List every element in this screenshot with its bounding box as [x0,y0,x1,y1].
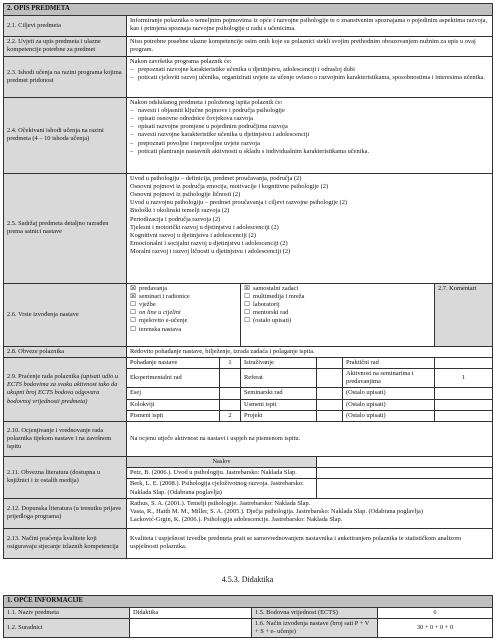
delivery-option-label: mentorski rad [253,309,289,317]
activity-cell: Pohađanje nastave [127,357,220,368]
ects-cell [317,388,343,399]
delivery-option-label: laboratorij [253,301,280,309]
program-outcomes-intro: Nakon završetka programa polaznik će: [130,57,232,65]
literature-item-empty [317,479,493,498]
course-name-label: 1.1. Naziv predmeta [4,607,130,618]
comments-label: 2.7. Komentari [435,283,493,346]
delivery-option [244,317,431,325]
quality-monitoring-label: 2.13. Načini praćenja kvalitete koji osiguravaju stjecanje izlaznih kompetencija [4,528,127,558]
content-item: Uvod u psihologiju – definicija, predmet proučavanja, područja (2) [130,174,302,182]
collaborators-value [130,618,252,637]
ects-cell [435,388,493,399]
delivery-option-label: on line u cijelini [139,309,181,317]
course-description-table [3,3,493,559]
checkbox-empty-icon: ☐ [130,317,136,325]
teaching-mode-value: 30 + 0 + 0 + 0 [378,618,493,637]
ects-value: 6 [378,607,493,618]
checkbox-checked-icon: ☒ [244,284,250,292]
course-outcome-item: – navesti razvojne karakteristike učenika u djetinjstvu i adolescenciji [130,131,489,139]
delivery-option-label: predavanja [139,284,168,292]
content-item: Kognitivni razvoj u djetinjstvu i adolescenciji (2) [130,232,257,239]
literature-item: Lacković-Grgin, K. (2006.). Psihologija adolescencije. Jastrebarsko: Naklada Slap. [130,516,343,524]
objectives-label: 2.1. Ciljevi predmeta [4,15,127,36]
checkbox-empty-icon: ☐ [244,317,250,325]
student-obligations-label: 2.8. Obveze polaznika [4,346,127,357]
general-info-table [3,595,493,638]
literature-item: Rathus, S. A. (2001.). Temelji psihologije. Jastrebarsko: Naklada Slap. [130,499,311,507]
delivery-option [244,293,431,301]
literature-item: Petz, B. (2006.). Uvod u psihologiju. Jastrebarsko: Naklada Slap. [127,468,317,479]
delivery-option-label: seminari i radionice [139,292,190,300]
supplementary-literature-label: 2.12. Dopunska literatura (u trenutku prijave prijedloga programa) [4,498,127,528]
delivery-option [130,309,237,317]
activity-cell: (Ostalo upisati) [343,388,435,399]
student-monitoring-title: 2.9. Praćenje rada polaznika [7,373,80,381]
content-item: Osnovni pojmovi iz područja emocija, motivacije i kognitivne psihologije (2) [130,182,329,190]
activity-cell: Seminarski rad [241,388,317,399]
student-monitoring-label [4,357,127,421]
course-outcomes-label: 2.4. Očekivani ishodi učenja na razini predmeta (4 – 10 ishoda učenja) [4,97,127,173]
ects-cell [317,369,343,388]
entry-requirements-text: Nisu potrebne posebne ulazne kompetencije osim onih koje su polaznici stekli svojim prethodnim obrazovanjem nužnim za upis u ovaj program. [127,36,493,56]
required-literature-label: 2.11. Obvezna literatura (dostupna u knjižnici i iz ostalih medija) [4,457,127,499]
activity-cell: Eksperimentalni rad [127,369,220,388]
content-item: Emocionalni i socijalni razvoj u djetinjstvu i adolescenciji (2) [130,240,288,248]
general-info-title: 1. OPĆE INFORMACIJE [4,596,493,608]
delivery-option-label: multimedija i mreža [253,292,305,300]
delivery-option [244,285,431,293]
activity-cell: Aktivnost na seminarima i predavanjima [343,369,435,388]
delivery-option [130,293,237,301]
student-monitoring-note: (upisati udio u ECTS bodovima za svaku aktivnost tako da ukupni broj ECTS bodova odgovara bodovnoj vrijednosti predmeta) [7,373,119,405]
activity-cell: Praktični rad [343,357,435,368]
delivery-option [130,326,237,334]
delivery-option [244,301,431,309]
program-outcome-item: – prepoznati razvojne karakteristike učenika u djetinjstvu, adolescenciji i odrasloj dobi [130,66,489,74]
checkbox-empty-icon: ☐ [130,325,136,333]
course-outcome-item: – prepoznati povoljne i nepovoljne uvjete razvoja [130,140,489,148]
section-heading: 4.5.3. Didaktika [221,575,274,584]
delivery-types-col1 [127,283,241,346]
ects-cell [435,357,493,368]
checkbox-checked-icon: ☒ [130,284,136,292]
activity-cell: (Ostalo upisati) [343,410,435,421]
content-item: Biološki i okolinski temelji razvoja (2) [130,207,230,215]
section-title: 2. OPIS PREDMETA [4,4,493,16]
delivery-types-label: 2.6. Vrste izvođenja nastave [4,283,127,346]
delivery-option [130,301,237,309]
teaching-mode-label: 1.6. Način izvođenja nastave (broj sati P + V + S + e- učenje) [252,618,378,637]
activity-cell: (Ostalo upisati) [343,399,435,410]
ects-cell [317,357,343,368]
delivery-option-label: (ostalo upisati) [253,317,292,325]
delivery-option-label: terenska nastava [139,325,182,333]
activity-cell: Projekt [241,410,317,421]
ects-cell [435,410,493,421]
delivery-types-col2 [241,283,435,346]
student-obligations-text: Redovito pohađanje nastave, bilježenje, izrada zadaća i polaganje ispita. [127,346,493,357]
assessment-text: Na ocjenu utječe aktivnost na nastavi i uspjeh na pismenom ispitu. [127,422,493,457]
checkbox-empty-icon: ☐ [130,309,136,317]
delivery-option [130,317,237,325]
activity-cell: Esej [127,388,220,399]
delivery-option [130,285,237,293]
program-outcomes-cell [127,56,493,97]
literature-item: Vasta, R., Haith M. M., Miller, S. A. (2005.). Dječja psihologija. Jastrebarsko: Naklada Slap. (Odabrana poglavlja) [130,507,423,515]
program-outcome-item: – poticati cjeloviti razvoj učenika, organizirati uvjete za učenje ovisno o razvojnim karakteristikama, sposobnostima i interesima učenika. [130,74,489,82]
checkbox-empty-icon: ☐ [130,301,136,309]
checkbox-empty-icon: ☐ [244,301,250,309]
content-item: Osnovni pojmovi iz psihologije ličnosti (2) [130,191,241,199]
section-2-wrapper [3,575,492,638]
ects-cell: 1 [435,369,493,388]
ects-cell [220,388,241,399]
activity-cell: Usmeni ispit [241,399,317,410]
ects-cell [220,399,241,410]
supplementary-literature-cell [127,498,493,528]
course-outcomes-cell [127,97,493,173]
course-outcome-item: – navesti i objasniti ključne pojmove i područja psihologije [130,107,489,115]
activity-cell: Pismeni ispit [127,410,220,421]
literature-item: Berk, L. E. (2008.). Psihologija cjeloživotnog razvoja. Jastrebarsko: Naklada Slap. (Odabrana poglavlja) [127,479,317,498]
quality-monitoring-text: Kvaliteta i uspješnost izvedbe predmeta prati se samovrednovanjem nastavnika i anketiranjem polaznika te statističkom analizom uspješnosti polaznika. [127,528,493,558]
content-item: Tjelesni i motorički razvoj u djetinjstvu i adolescenciji (2) [130,223,279,231]
literature-item-empty [317,468,493,479]
delivery-option-label: vježbe [139,301,156,309]
content-item: Uvod u razvojnu psihologiju – predmet proučavanja i ciljevi razvojne psihologije (2) [130,199,348,207]
course-outcome-item: – poticati planiranje nastavnih aktivnosti u skladu s individualnim karakteristikama učenika. [130,148,489,156]
checkbox-checked-icon: ☒ [130,292,136,300]
delivery-option [244,309,431,317]
objectives-text: Informiranje polaznika o temeljnim pojmovima iz opće i razvojne psihologije te o znanstvenim spoznajama o pojedinim aspektima razvoja, kao i primjena spoznaja razvojne psihologije u radu s učenicima. [127,15,493,36]
content-cell [127,173,493,283]
checkbox-empty-icon: ☐ [244,292,250,300]
course-outcome-item: – opisati razvojne promjene u pojedinim područjima razvoja [130,123,489,131]
course-outcome-item: – opisati osnovne odrednice čovjekova razvoja [130,115,489,123]
activity-cell: Istraživanje [241,357,317,368]
delivery-option-label: mješovito e-učenje [139,317,188,325]
delivery-option-label: samostalni zadaci [253,284,299,292]
ects-cell [435,399,493,410]
ects-cell [220,369,241,388]
activity-cell: Referat [241,369,317,388]
content-item: Periodizacija i područja razvoja (2) [130,215,221,223]
course-outcomes-intro: Nakon odslušanog predmeta i položenog ispita polaznik će: [130,98,283,106]
course-name-value: Didaktika [130,607,252,618]
ects-label: 1.5. Bodovna vrijednost (ECTS) [252,607,378,618]
program-outcomes-label: 2.3. Ishodi učenja na razini programa kojima predmet pridonosi [4,56,127,97]
ects-cell [317,399,343,410]
activity-cell: Kolokviji [127,399,220,410]
literature-header: Naslov [127,457,317,468]
collaborators-label: 1.2. Suradnici [4,618,130,637]
checkbox-empty-icon: ☐ [244,309,250,317]
ects-cell: 2 [220,410,241,421]
ects-cell [317,410,343,421]
entry-requirements-label: 2.2. Uvjeti za upis predmeta i ulazne kompetencije potrebne za predmet [4,36,127,56]
assessment-label: 2.10. Ocjenjivanje i vrednovanje rada polaznika tijekom nastave i na završnom ispitu [4,422,127,457]
literature-header-empty [317,457,493,468]
ects-cell: 1 [220,357,241,368]
content-label: 2.5. Sadržaj predmeta detaljno razrađen prema satnici nastave [4,173,127,283]
content-item: Moralni razvoj i razvoj ličnosti u djetinjstvu i adolescenciji (2) [130,248,291,256]
